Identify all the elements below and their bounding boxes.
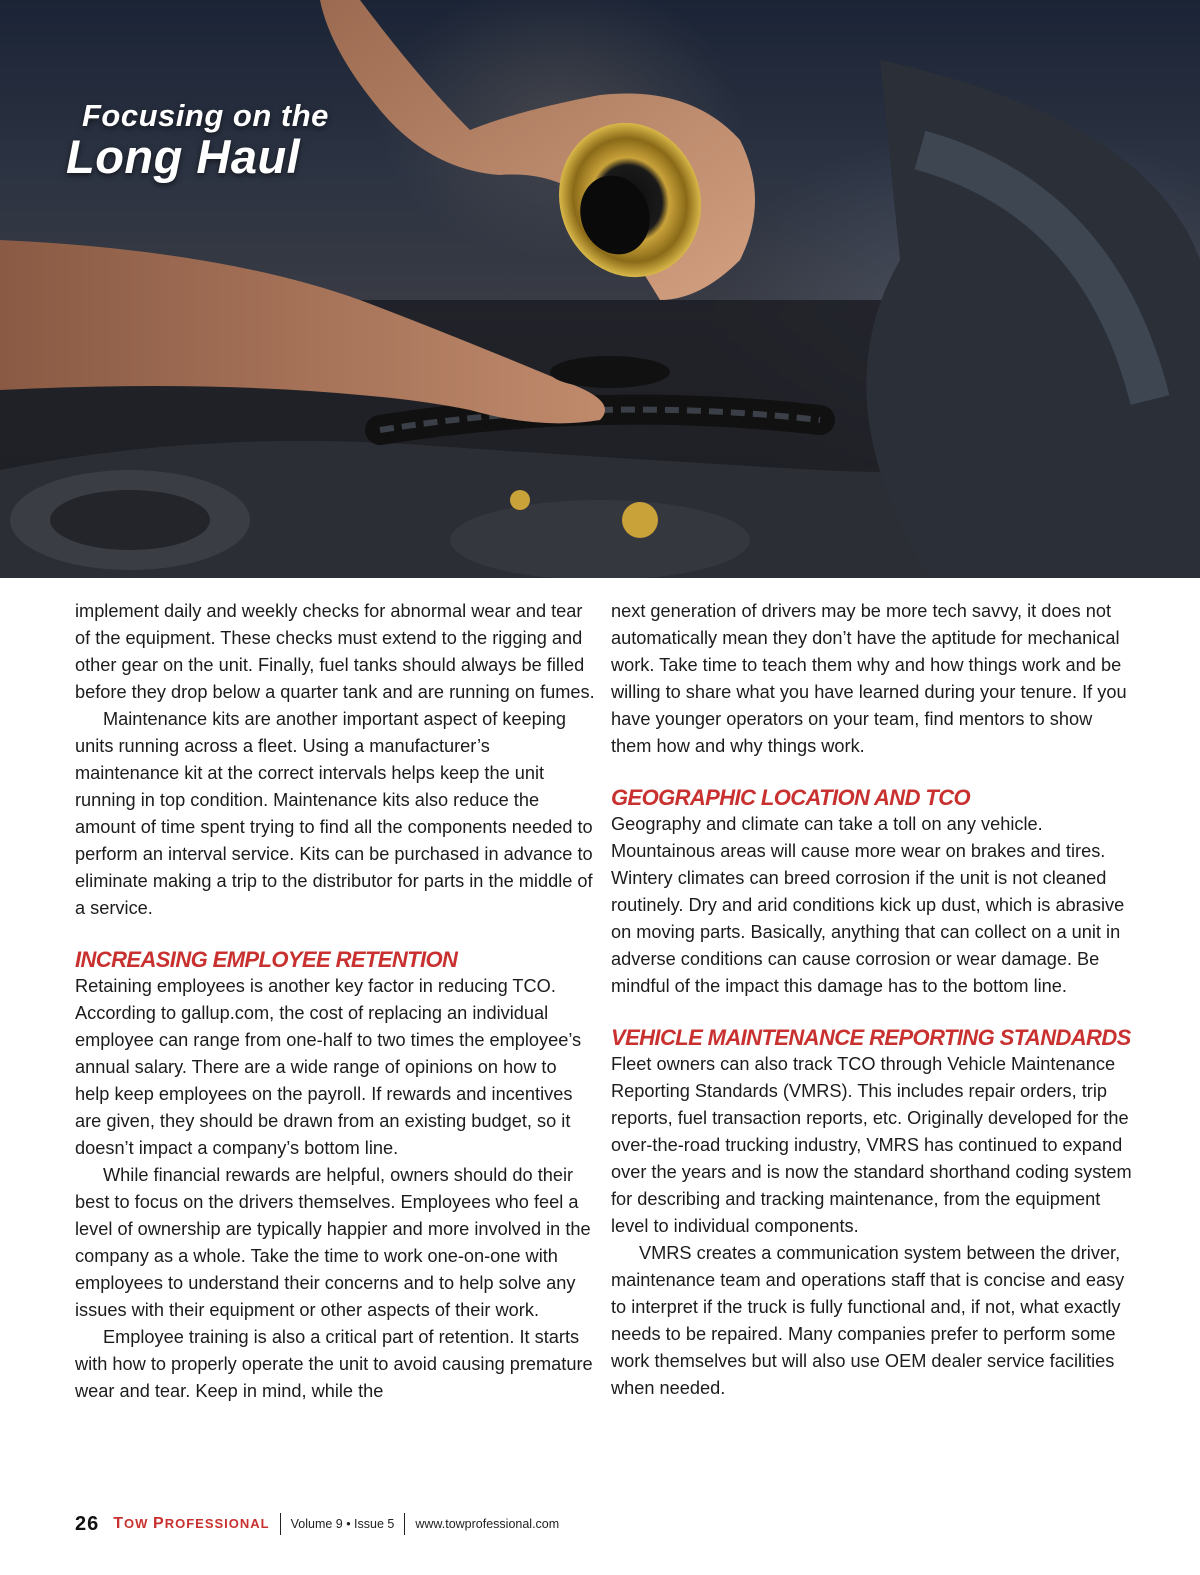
hero-image — [0, 0, 1200, 578]
section-heading-geographic: GEOGRAPHIC LOCATION AND TCO — [611, 785, 971, 810]
title-line-2: Long Haul — [66, 130, 301, 183]
page-title — [66, 98, 329, 183]
magazine-initial-p: P — [153, 1515, 165, 1532]
left-paragraph-1: implement daily and weekly checks for abnormal wear and tear of the equipment. These checks must extend to the rigging and other gear on the unit. Finally, fuel tanks should always be filled before they drop below a quarter tank and are running on fumes. — [75, 601, 595, 702]
right-column — [611, 598, 1136, 1402]
right-paragraph-1: next generation of drivers may be more tech savvy, it does not automatically mean they don’t have the aptitude for mechanical work. Take time to teach them why and how things work and be willing to share what you have learned during your tenure. If you have younger operators on your team, find mentors to show them how and why things work. — [611, 601, 1127, 756]
magazine-word-1: OW — [124, 1516, 154, 1531]
footer-divider — [280, 1513, 281, 1535]
section-heading-vmrs: VEHICLE MAINTENANCE REPORTING STANDARDS — [611, 1025, 1131, 1050]
title-line-1: Focusing on the — [82, 98, 329, 133]
left-paragraph-3: Retaining employees is another key factor in reducing TCO. According to gallup.com, the cost of replacing an individual employee can range from one-half to two times the employee’s annual salary. There are a wide range of opinions on how to help keep employees on the payroll. If rewards and incentives are given, they should be drawn from an existing budget, so it doesn’t impact a company’s bottom line. — [75, 976, 582, 1158]
right-paragraph-4: VMRS creates a communication system between the driver, maintenance team and operations staff that is concise and easy to interpret if the truck is fully functional and, if not, what exactly needs to be repaired. Many companies prefer to perform some work themselves but will also use OEM dealer service facilities when needed. — [611, 1243, 1125, 1398]
left-column — [75, 598, 595, 1405]
section-heading-retention: INCREASING EMPLOYEE RETENTION — [75, 947, 458, 972]
right-paragraph-3: Fleet owners can also track TCO through Vehicle Maintenance Reporting Standards (VMRS). This includes repair orders, trip reports, fuel transaction reports, etc. Originally developed for the over-the-road trucking industry, VMRS has continued to expand over the years and is now the standard shorthand coding system for describing and tracking maintenance, from the equipment level to individual components. — [611, 1054, 1132, 1236]
page-footer — [75, 1510, 559, 1538]
page-number: 26 — [75, 1512, 100, 1535]
magazine-name — [113, 1515, 269, 1533]
engine-photo-icon — [0, 0, 1200, 578]
left-paragraph-2: Maintenance kits are another important aspect of keeping units running across a fleet. Using a manufacturer’s maintenance kit at the correct intervals helps keep the unit running in top condition. Maintenance kits also reduce the amount of time spent trying to find all the components needed to perform an interval service. Kits can be purchased in advance to eliminate making a trip to the distributor for parts in the middle of a service. — [75, 709, 593, 918]
footer-divider — [404, 1513, 405, 1535]
issue-info: Volume 9 • Issue 5 — [290, 1517, 395, 1531]
right-paragraph-2: Geography and climate can take a toll on any vehicle. Mountainous areas will cause more wear on brakes and tires. Wintery climates can breed corrosion if the unit is not cleaned routinely. Dry and arid conditions kick up dust, which is abrasive on moving parts. Basically, anything that can collect on a unit in adverse conditions can cause corrosion or wear damage. Be mindful of the impact this damage has to the bottom line. — [611, 814, 1125, 996]
left-paragraph-4: While financial rewards are helpful, owners should do their best to focus on the drivers themselves. Employees who feel a level of ownership are typically happier and more involved in the company as a whole. Take the time to work one-on-one with employees to understand their concerns and to help solve any issues with their equipment or other aspects of their work. — [75, 1165, 591, 1320]
magazine-initial-t: T — [113, 1515, 125, 1532]
left-paragraph-5: Employee training is also a critical part of retention. It starts with how to properly operate the unit to avoid causing premature wear and tear. Keep in mind, while the — [75, 1327, 593, 1401]
website-link[interactable]: www.towprofessional.com — [415, 1517, 560, 1531]
magazine-word-2: ROFESSIONAL — [164, 1516, 270, 1531]
